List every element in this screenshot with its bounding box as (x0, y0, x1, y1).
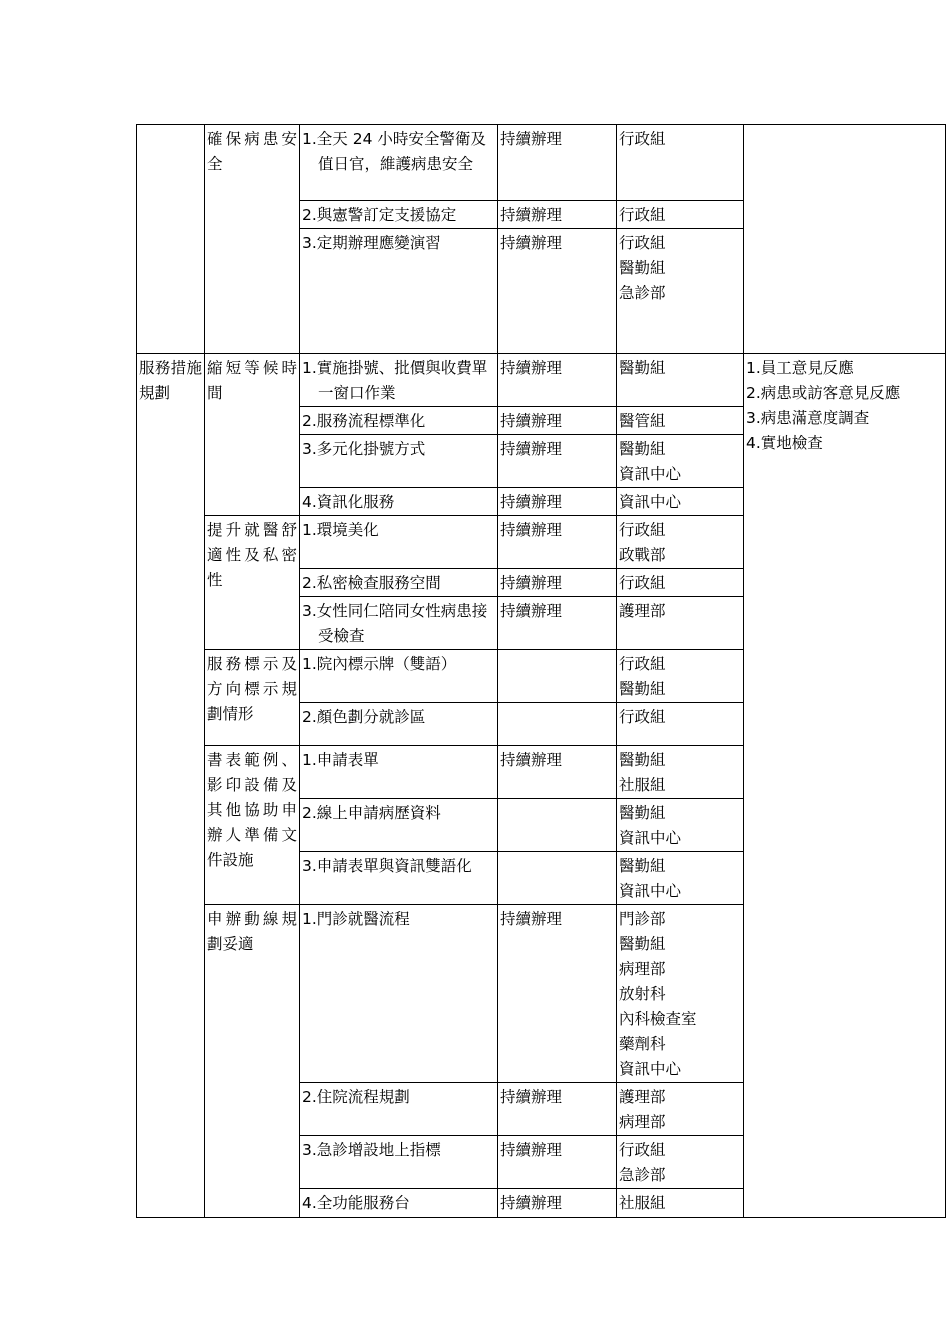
status-cell: 持續辦理 (498, 488, 617, 516)
action-item-cell (300, 1083, 498, 1136)
action-item-text: 1.申請表單 (302, 751, 379, 769)
status-cell: 持續辦理 (498, 569, 617, 597)
status-cell: 持續辦理 (498, 1189, 617, 1218)
evaluation-indicators-cell: 1.員工意見反應 2.病患或訪客意見反應 3.病患滿意度調查 4.實地檢查 (744, 354, 946, 1218)
responsible-unit-cell: 醫管組 (617, 407, 744, 435)
action-item-text: 3.申請表單與資訊雙語化 (302, 857, 472, 875)
action-item-cell (300, 488, 498, 516)
action-item-text: 3.多元化掛號方式 (302, 440, 426, 458)
measure-title-cell: 縮短等候時間 (205, 354, 300, 516)
responsible-unit-cell: 行政組 (617, 569, 744, 597)
status-cell: 持續辦理 (498, 1136, 617, 1189)
status-cell (498, 650, 617, 703)
measure-title-cell: 提升就醫舒適性及私密性 (205, 516, 300, 650)
action-item-cell (300, 229, 498, 354)
action-item-cell (300, 799, 498, 852)
responsible-unit-cell: 社服組 (617, 1189, 744, 1218)
status-cell: 持續辦理 (498, 407, 617, 435)
action-item-cell (300, 569, 498, 597)
action-item-cell (300, 201, 498, 229)
action-item-text: 1.環境美化 (302, 521, 379, 539)
action-item-text: 3.定期辦理應變演習 (302, 234, 441, 252)
responsible-unit-cell: 行政組 醫勤組 (617, 650, 744, 703)
measure-title-cell: 確保病患安全 (205, 125, 300, 354)
action-item-text: 1.院內標示牌（雙語） (302, 655, 457, 673)
status-cell: 持續辦理 (498, 229, 617, 354)
status-cell: 持續辦理 (498, 125, 617, 201)
measure-title-cell: 申辦動線規劃妥適 (205, 905, 300, 1218)
category-cell: 服務措施規劃 (137, 354, 205, 1218)
action-item-cell (300, 905, 498, 1083)
responsible-unit-cell: 醫勤組 社服組 (617, 746, 744, 799)
action-item-text: 3.女性同仁陪同女性病患接受檢查 (302, 602, 488, 645)
status-cell: 持續辦理 (498, 516, 617, 569)
action-item-text: 2.私密檢查服務空間 (302, 574, 441, 592)
status-cell (498, 799, 617, 852)
action-item-text: 2.住院流程規劃 (302, 1088, 410, 1106)
responsible-unit-cell: 行政組 醫勤組 急診部 (617, 229, 744, 354)
action-item-cell (300, 852, 498, 905)
responsible-unit-cell: 行政組 (617, 703, 744, 746)
action-item-cell (300, 516, 498, 569)
action-item-cell (300, 435, 498, 488)
status-cell: 持續辦理 (498, 201, 617, 229)
responsible-unit-cell: 門診部 醫勤組 病理部 放射科 內科檢查室 藥劑科 資訊中心 (617, 905, 744, 1083)
table-row (137, 354, 946, 407)
table-row (137, 125, 946, 201)
action-item-cell (300, 597, 498, 650)
responsible-unit-cell: 行政組 政戰部 (617, 516, 744, 569)
status-cell: 持續辦理 (498, 905, 617, 1083)
status-cell (498, 852, 617, 905)
action-item-text: 4.資訊化服務 (302, 493, 395, 511)
measure-title-cell: 書表範例、影印設備及其他協助申辦人準備文件設施 (205, 746, 300, 905)
service-plan-table (136, 124, 946, 1218)
status-cell: 持續辦理 (498, 1083, 617, 1136)
action-item-text: 2.服務流程標準化 (302, 412, 426, 430)
category-cell (137, 125, 205, 354)
action-item-text: 4.全功能服務台 (302, 1194, 410, 1212)
action-item-text: 3.急診增設地上指標 (302, 1141, 441, 1159)
responsible-unit-cell: 資訊中心 (617, 488, 744, 516)
action-item-cell (300, 746, 498, 799)
responsible-unit-cell: 醫勤組 資訊中心 (617, 799, 744, 852)
action-item-text: 2.線上申請病歷資料 (302, 804, 441, 822)
action-item-cell (300, 125, 498, 201)
action-item-text: 1.全天 24 小時安全警衛及值日官，維護病患安全 (302, 130, 486, 173)
responsible-unit-cell: 行政組 (617, 125, 744, 201)
status-cell: 持續辦理 (498, 746, 617, 799)
action-item-cell (300, 407, 498, 435)
action-item-text: 1.門診就醫流程 (302, 910, 410, 928)
action-item-cell (300, 650, 498, 703)
evaluation-indicators-cell (744, 125, 946, 354)
responsible-unit-cell: 醫勤組 (617, 354, 744, 407)
action-item-cell (300, 703, 498, 746)
status-cell (498, 703, 617, 746)
action-item-cell (300, 354, 498, 407)
responsible-unit-cell: 護理部 (617, 597, 744, 650)
action-item-text: 2.與憲警訂定支援協定 (302, 206, 457, 224)
action-item-cell (300, 1189, 498, 1218)
responsible-unit-cell: 醫勤組 資訊中心 (617, 852, 744, 905)
measure-title-cell: 服務標示及方向標示規劃情形 (205, 650, 300, 746)
status-cell: 持續辦理 (498, 435, 617, 488)
action-item-text: 1.實施掛號、批價與收費單一窗口作業 (302, 359, 488, 402)
responsible-unit-cell: 行政組 (617, 201, 744, 229)
responsible-unit-cell: 行政組 急診部 (617, 1136, 744, 1189)
table-body (137, 125, 946, 1218)
responsible-unit-cell: 護理部 病理部 (617, 1083, 744, 1136)
status-cell: 持續辦理 (498, 354, 617, 407)
responsible-unit-cell: 醫勤組 資訊中心 (617, 435, 744, 488)
action-item-text: 2.顏色劃分就診區 (302, 708, 426, 726)
status-cell: 持續辦理 (498, 597, 617, 650)
action-item-cell (300, 1136, 498, 1189)
